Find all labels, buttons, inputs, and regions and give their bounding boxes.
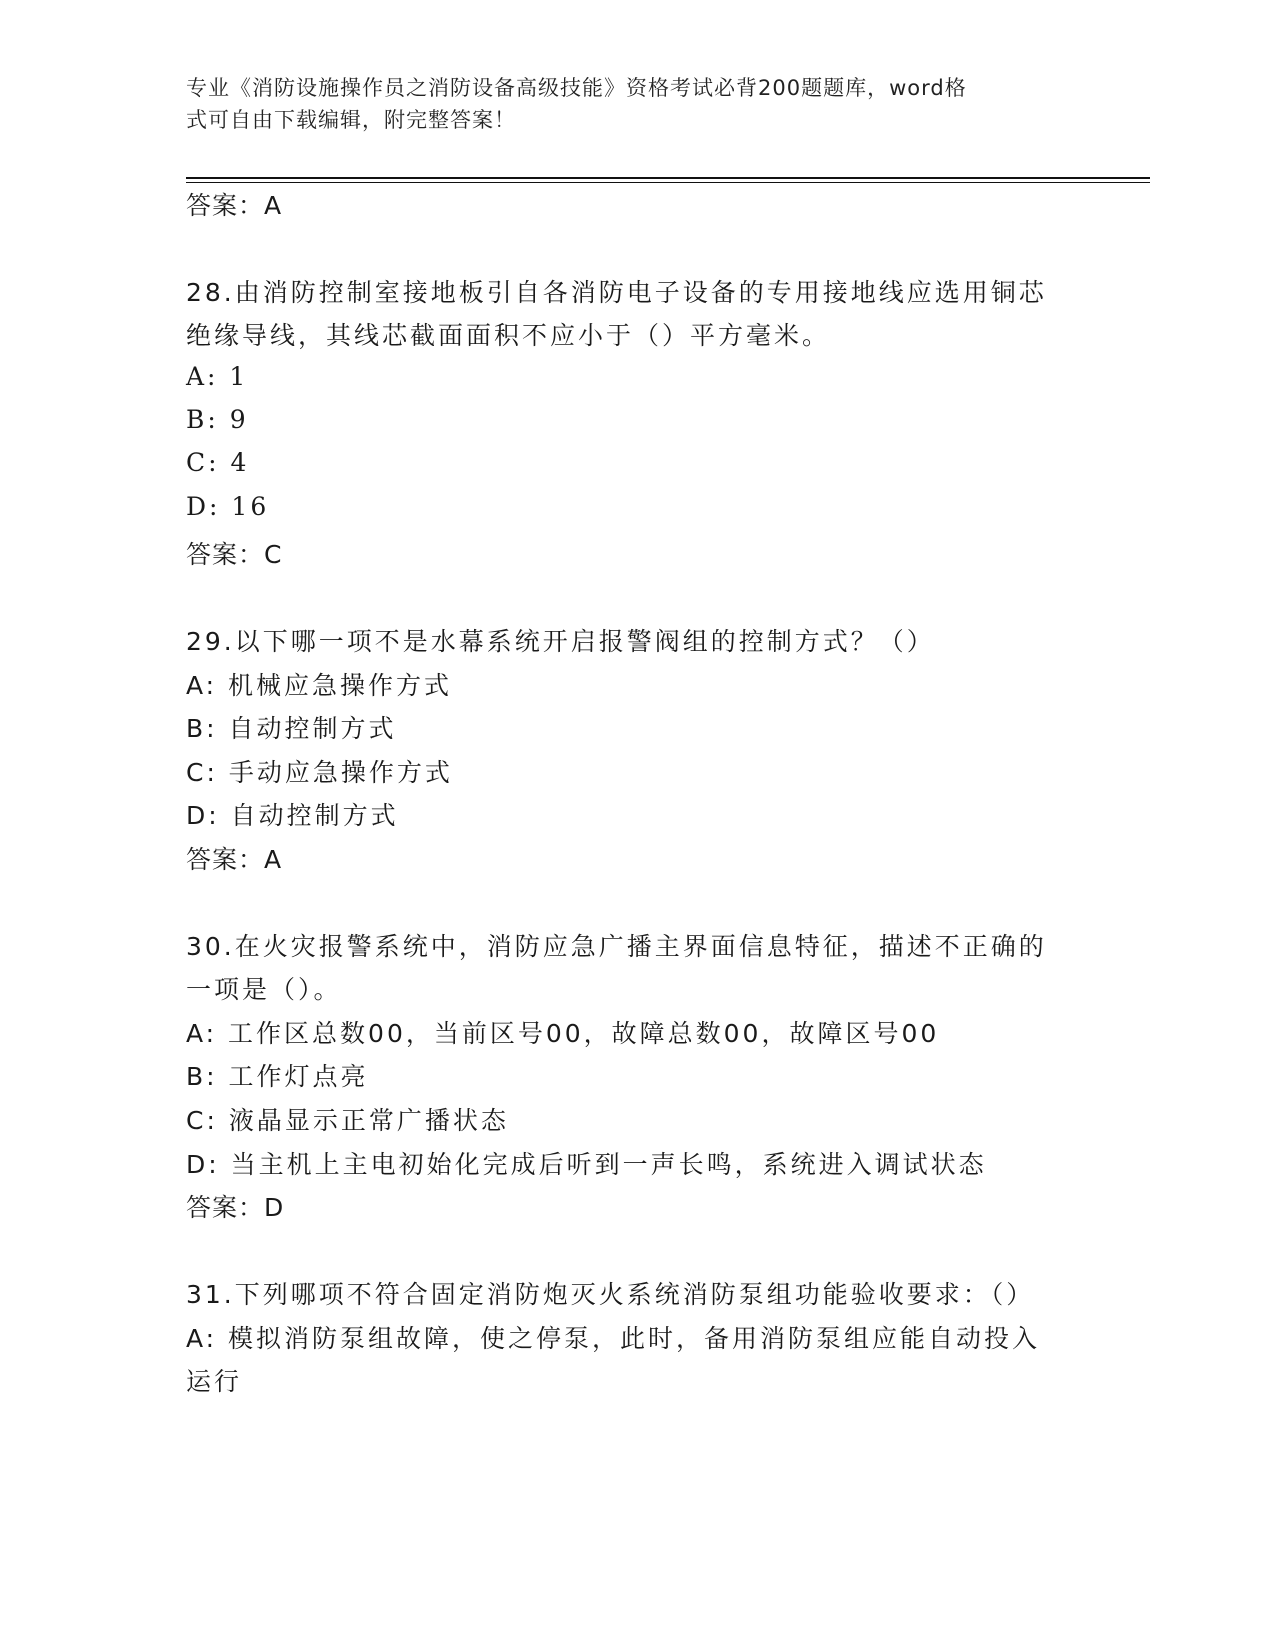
question-28-option-c: C: 4 — [186, 448, 250, 477]
question-28-answer: 答案：C — [186, 540, 283, 569]
question-30-line-1: 30.在火灾报警系统中，消防应急广播主界面信息特征，描述不正确的 — [186, 932, 1047, 961]
question-28-option-a: A: 1 — [186, 362, 249, 391]
question-29-option-d: D: 自动控制方式 — [186, 801, 399, 830]
question-31-line-1: 31.下列哪项不符合固定消防炮灭火系统消防泵组功能验收要求：（） — [186, 1280, 1035, 1309]
question-29-option-b: B: 自动控制方式 — [186, 714, 397, 743]
header-line-2: 式可自由下载编辑，附完整答案！ — [186, 108, 516, 132]
question-28-option-d: D: 16 — [186, 492, 270, 521]
question-29-option-c: C: 手动应急操作方式 — [186, 758, 453, 787]
question-29-answer: 答案：A — [186, 845, 283, 874]
question-30-line-2: 一项是（）。 — [186, 975, 342, 1004]
question-31-option-a-line-2: 运行 — [186, 1367, 243, 1396]
question-30-option-c: C: 液晶显示正常广播状态 — [186, 1106, 509, 1135]
question-28-option-b: B: 9 — [186, 405, 249, 434]
answer-previous: 答案：A — [186, 191, 283, 220]
question-30-option-d: D: 当主机上主电初始化完成后听到一声长鸣，系统进入调试状态 — [186, 1150, 987, 1179]
document-header — [186, 72, 1066, 136]
header-divider-thick — [186, 177, 1150, 179]
question-28-line-2: 绝缘导线，其线芯截面面积不应小于（）平方毫米。 — [186, 321, 831, 350]
question-28-line-1: 28.由消防控制室接地板引自各消防电子设备的专用接地线应选用铜芯 — [186, 278, 1047, 307]
question-31-option-a-line-1: A: 模拟消防泵组故障，使之停泵，此时，备用消防泵组应能自动投入 — [186, 1324, 1041, 1353]
header-line-1: 专业《消防设施操作员之消防设备高级技能》资格考试必背200题题库，word格 — [186, 76, 967, 100]
question-29-option-a: A: 机械应急操作方式 — [186, 671, 453, 700]
header-divider-thin — [186, 182, 1150, 183]
question-29-line-1: 29.以下哪一项不是水幕系统开启报警阀组的控制方式？（） — [186, 627, 935, 656]
question-30-option-b: B: 工作灯点亮 — [186, 1062, 369, 1091]
question-30-option-a: A: 工作区总数00，当前区号00，故障总数00，故障区号00 — [186, 1019, 940, 1048]
question-30-answer: 答案：D — [186, 1193, 285, 1222]
